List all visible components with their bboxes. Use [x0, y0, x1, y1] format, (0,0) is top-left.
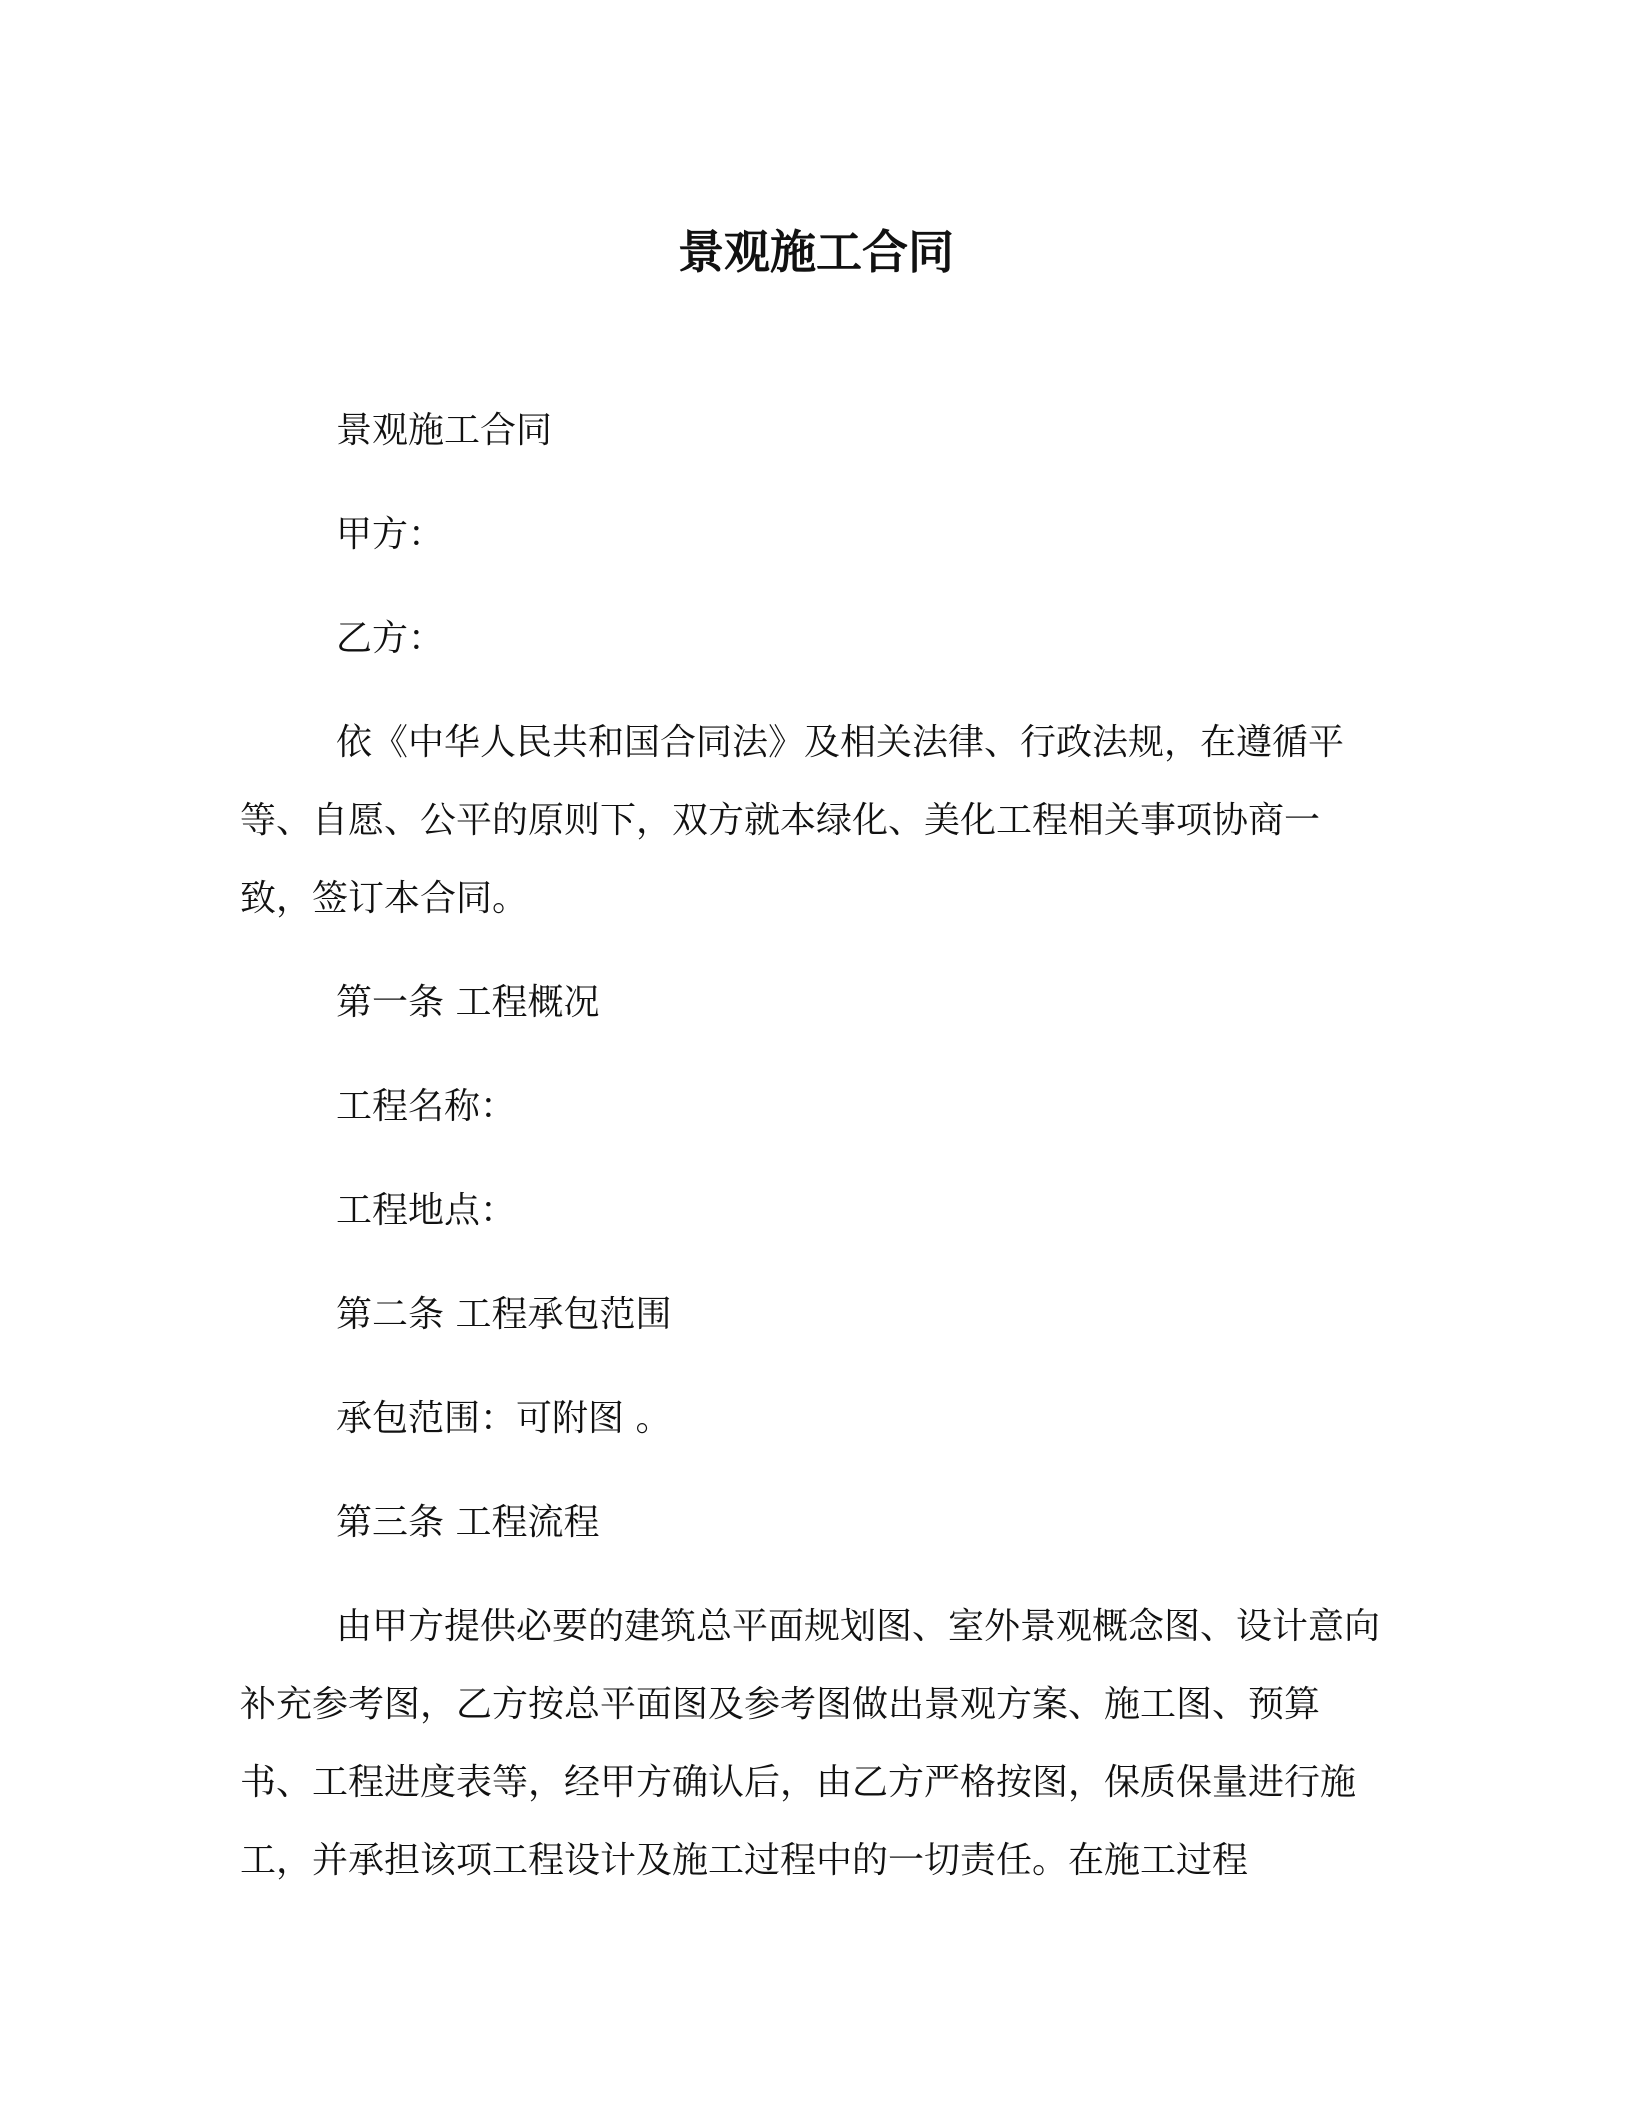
article-3-heading: 第三条 工程流程: [336, 1502, 600, 1543]
party-b-label: 乙方：: [336, 618, 445, 659]
contract-heading: 景观施工合同: [336, 410, 553, 451]
article-2-heading: 第二条 工程承包范围: [336, 1294, 672, 1335]
scope-paragraph: 承包范围：可附图 。: [336, 1398, 672, 1439]
process-paragraph: 由甲方提供必要的建筑总平面规划图、室外景观概念图、设计意向补充参考图，乙方按总平面图及参考图做出景观方案、施工图、预算书、工程进度表等，经甲方确认后，由乙方严格按图，保质保量进行施工，并承担该项工程设计及施工过程中的一切责任。在施工过程: [240, 1606, 1381, 1881]
document-body: [240, 392, 1390, 1926]
party-a-label: 甲方：: [336, 514, 445, 555]
project-location-label: 工程地点：: [336, 1190, 517, 1231]
document-title: 景观施工合同: [678, 225, 954, 279]
project-name-label: 工程名称：: [336, 1086, 517, 1127]
article-1-heading: 第一条 工程概况: [336, 982, 600, 1023]
preamble-paragraph: 依《中华人民共和国合同法》及相关法律、行政法规，在遵循平等、自愿、公平的原则下，双方就本绿化、美化工程相关事项协商一致，签订本合同。: [240, 722, 1345, 919]
